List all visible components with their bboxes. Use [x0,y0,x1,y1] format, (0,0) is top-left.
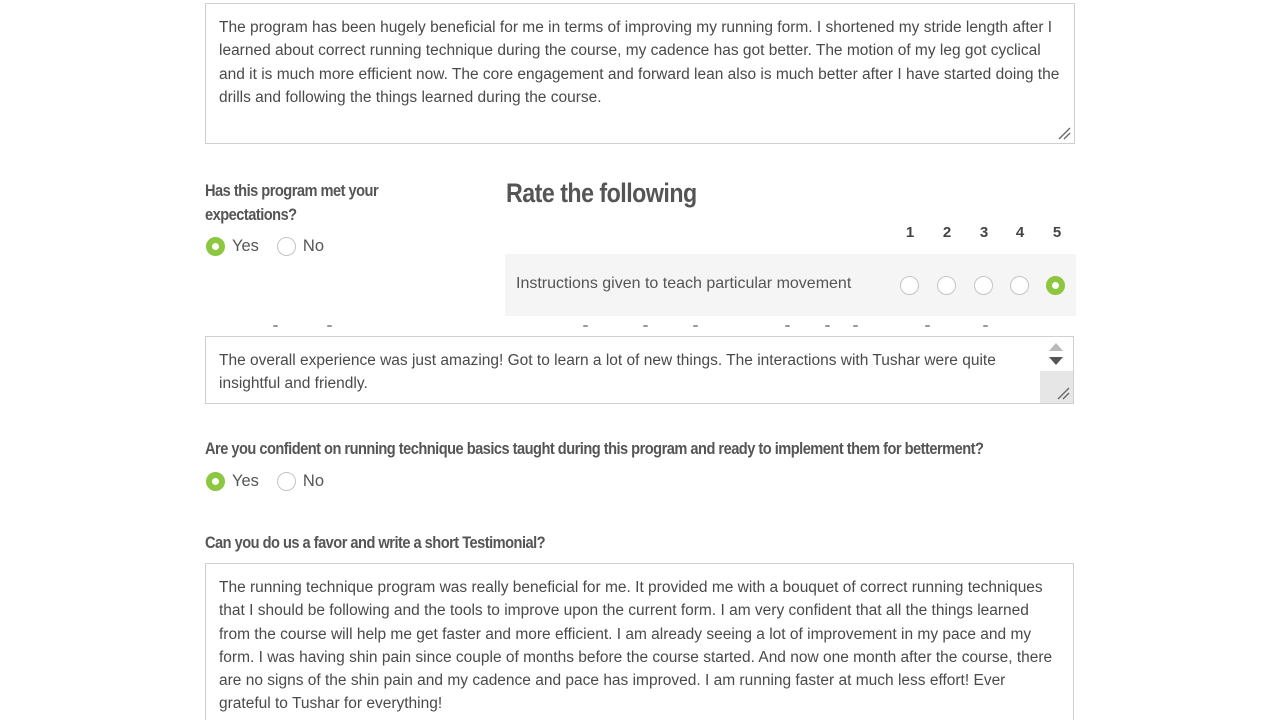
experience-text: The overall experience was just amazing! Got to learn a lot of new things. The interactions with Tushar were quite insightful and friendly. [219,352,996,393]
resize-grip-icon[interactable] [1056,386,1070,400]
expectations-yes-option[interactable] [206,237,259,256]
rating-radio-3[interactable] [974,276,993,295]
scale-label-2: 2 [942,224,952,241]
rating-row [505,254,1076,316]
rating-radio-5[interactable] [1046,276,1065,295]
scale-label-1: 1 [905,224,915,241]
scale-label-3: 3 [979,224,989,241]
expectations-no-radio[interactable] [277,237,296,256]
confidence-yes-option[interactable] [206,472,259,491]
rate-heading: Rate the following [506,178,697,208]
testimonial-question: Can you do us a favor and write a short Testimonial? [205,533,546,552]
testimonial-text: The running technique program was really beneficial for me. It provided me with a bouquet of correct running techniques that I should be following and the tools to improve upon the current form. I am very confident that all the things learned from the course will help me get faster and more efficient. I am already seeing a lot of improvement in my pace and my form. I was having shin pain since couple of months before the course started. And now one month after the course, there are no signs of the shin pain and my cadence and pace has improved. I am running faster at much less effort! Ever grateful to Tushar for everything! [219,579,1053,713]
confidence-yes-radio[interactable] [206,472,225,491]
confidence-yes-label: Yes [232,472,259,490]
testimonial-textarea[interactable] [205,563,1074,720]
scale-label-5: 5 [1052,224,1062,241]
expectations-yes-label: Yes [232,237,259,255]
expectations-no-option[interactable] [277,237,324,256]
confidence-no-radio[interactable] [277,472,296,491]
confidence-no-option[interactable] [277,472,324,491]
scale-label-4: 4 [1015,224,1025,241]
expectations-yes-radio[interactable] [206,237,225,256]
confidence-radio-group [206,472,342,491]
scroll-up-icon[interactable] [1049,343,1063,351]
rating-radio-4[interactable] [1010,276,1029,295]
scroll-down-icon[interactable] [1049,357,1063,365]
feedback-textarea[interactable] [205,3,1075,144]
feedback-text: The program has been hugely beneficial for me in terms of improving my running form. I shortened my stride length after I learned about correct running technique during the course, my cadence has got better. The motion of my leg got cyclical and it is much more efficient now. The core engagement and forward lean also is much better after I have started doing the drills and following the things learned during the course. [219,19,1060,106]
rating-row-label: Instructions given to teach particular movement [516,275,852,292]
expectations-radio-group [206,237,342,256]
rating-radio-2[interactable] [937,276,956,295]
rating-radio-1[interactable] [900,276,919,295]
experience-textarea[interactable] [205,336,1074,404]
confidence-no-label: No [302,472,325,490]
clipped-label-remnant [205,322,1075,330]
resize-grip-icon[interactable] [1057,126,1071,140]
expectations-question: Has this program met your expectations? [205,181,379,224]
expectations-no-label: No [302,237,325,255]
confidence-question: Are you confident on running technique basics taught during this program and ready to implement them for betterment? [205,439,984,458]
